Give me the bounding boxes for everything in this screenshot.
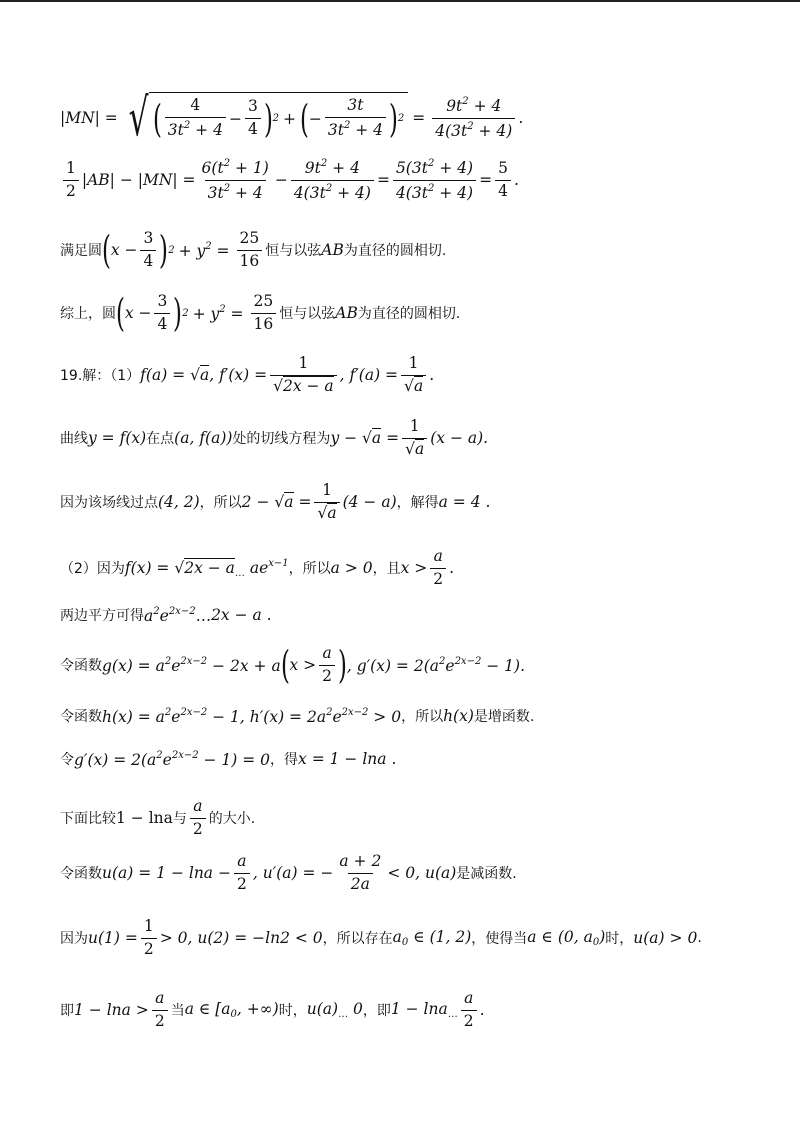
mn-length-formula: |MN| = √ ( $\frac{4}{3t^2 + 4}$ − $\frac{3}{4}$ ) 2 + ( − $\frac{3t}{3t^2 + 4}$ ) 2 = $\frac{9t^2 + 4}{4(3t^2 + 4)}$ .	[60, 88, 524, 148]
solve-derivative-zero: 令 $g'(x) = 2(a^2e^{2x-2} - 1) = 0$ ，得 x = 1 − lna .	[60, 749, 397, 769]
final-comparison: 即 1 − lna > $\frac{a}{2}$ 当 a ∈ [$a_0$, +∞) 时， $u(a)_\dots$ 0 ，即 1 − lna$_\dots$ $\frac{a}{2}$ .	[60, 989, 485, 1030]
define-h-function: 令函数 $h(x) = a^2e^{2x-2} - 1$, $h'(x) = 2a^2e^{2x-2} > 0$ ，所以 h(x) 是增函数.	[60, 706, 535, 726]
ab-mn-difference: $\frac{1}{2}$ |AB| − |MN| = $\frac{6(t^2 + 1)}{3t^2 + 4}$ − $\frac{9t^2 + 4}{4(3t^2 + 4)}$ = $\frac{5(3t^2 + 4)}{4(3t^2 + 4)}$ = $\frac{5}{4}$ .	[60, 158, 519, 203]
solve-a-equation: 因为该场线过点 (4, 2) ，所以 2 − √a = $\frac{1}{√a}$ (4 − a) ，解得 a = 4 .	[60, 481, 491, 522]
square-both-sides: 两边平方可得 $a^2e^{2x-2}\dots$ 2x − a .	[60, 605, 272, 625]
existence-a0: 因为 u(1) = $\frac{1}{2}$ > 0, u(2) = −ln2 < 0 ，所以存在 $a_0$ ∈ (1, 2) ，使得当 a ∈ (0, $a_0$) 时， u(a) > 0 .	[60, 917, 702, 958]
circle-tangent-statement: 满足圆 ( x − $\frac{3}{4}$ ) 2 + $y^2$ = $\frac{25}{16}$ 恒与以弦 AB 为直径的圆相切.	[60, 228, 447, 273]
define-u-function: 令函数 u(a) = 1 − lna − $\frac{a}{2}$ , u′(a) = − $\frac{a + 2}{2a}$ < 0, u(a) 是减函数.	[60, 852, 517, 893]
problem-19-part2: （2）因为 $f(x) = √2x - a_\dots$ $ae^{x-1}$ ，所以 a > 0 ，且 x > $\frac{a}{2}$ .	[60, 547, 455, 588]
line1-tail: .	[518, 109, 524, 127]
conclusion-statement: 综上，圆 ( x − $\frac{3}{4}$ ) 2 + $y^2$ = $\frac{25}{16}$ 恒与以弦 AB 为直径的圆相切.	[60, 291, 461, 336]
define-g-function: 令函数 $g(x) = a^2e^{2x-2} - 2x + a$ ( x > $\frac{a}{2}$ ) , $g'(x) = 2(a^2e^{2x-2} - 1)$.	[60, 643, 525, 688]
top-border	[0, 0, 800, 2]
compare-statement: 下面比较 1 − lna 与 $\frac{a}{2}$ 的大小.	[60, 797, 256, 838]
tangent-line-equation: 曲线 y = f(x) 在点 (a, f(a)) 处的切线方程为 y − √a = $\frac{1}{√a}$ (x − a).	[60, 417, 489, 458]
problem-19-part1: 19.解：（1） f(a) = √a, f′(x) = $\frac{1}{√2x - a}$ , f′(a) = $\frac{1}{√a}$ .	[60, 354, 435, 395]
